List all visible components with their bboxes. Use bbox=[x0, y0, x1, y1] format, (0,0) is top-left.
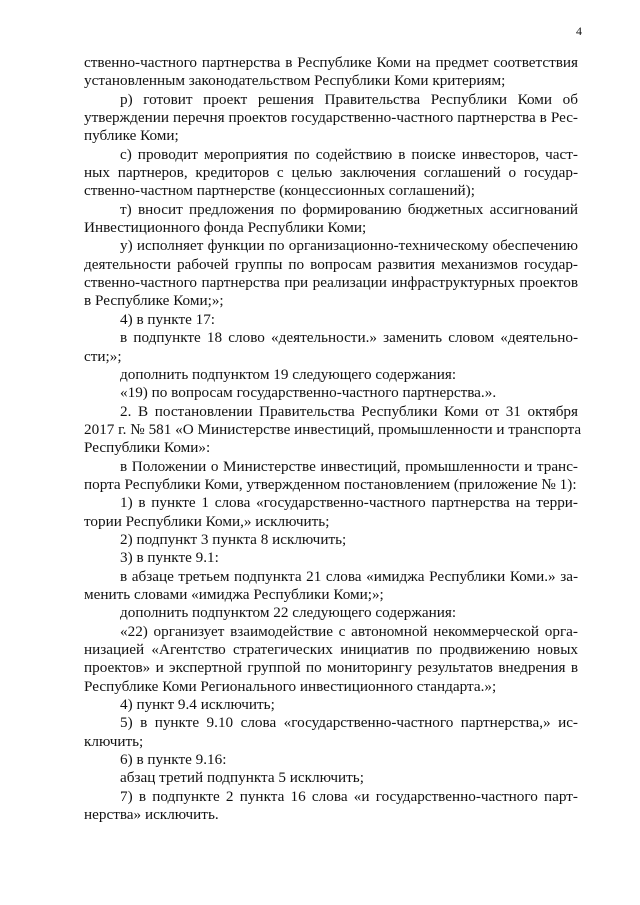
paragraph-p-regulation bbox=[84, 458, 578, 495]
text-line: р) готовит проект решения Правительства Республики Коми об bbox=[120, 90, 578, 108]
paragraph-p-item-4 bbox=[84, 696, 578, 714]
paragraph-p-item-1 bbox=[84, 494, 578, 531]
page-number: 4 bbox=[576, 24, 582, 38]
text-line: Республике Коми Регионального инвестиционного стандарта.»; bbox=[84, 677, 497, 695]
text-line: «19) по вопросам государственно-частного партнерства.». bbox=[120, 384, 497, 402]
text-line: дополнить подпунктом 19 следующего содержания: bbox=[120, 365, 457, 383]
paragraph-p-4 bbox=[84, 311, 578, 329]
text-line: 2) подпункт 3 пункта 8 исключить; bbox=[120, 530, 347, 548]
paragraph-p-third-para bbox=[84, 568, 578, 605]
text-line: порта Республики Коми, утвержденном постановлением (приложение № 1): bbox=[84, 475, 577, 493]
text-line: 3) в пункте 9.1: bbox=[120, 549, 219, 567]
paragraph-p-item-3 bbox=[84, 549, 578, 567]
text-line: с) проводит мероприятия по содействию в поиске инвесторов, част- bbox=[120, 145, 578, 163]
text-line: 7) в подпункте 2 пункта 16 слова «и государственно-частного парт- bbox=[120, 787, 578, 805]
text-line: 5) в пункте 9.10 слова «государственно-частного партнерства,» ис- bbox=[120, 714, 578, 732]
paragraph-p-t bbox=[84, 201, 578, 238]
text-line: 6) в пункте 9.16: bbox=[120, 751, 227, 769]
paragraph-p-22 bbox=[84, 623, 578, 696]
text-line: дополнить подпунктом 22 следующего содержания: bbox=[120, 604, 457, 622]
text-line: тории Республики Коми,» исключить; bbox=[84, 512, 330, 530]
paragraph-p-add-22 bbox=[84, 604, 578, 622]
paragraph-p-continuation bbox=[84, 54, 578, 91]
paragraph-p-item-6 bbox=[84, 751, 578, 769]
paragraph-p-item-5 bbox=[84, 714, 578, 751]
text-line: нерства» исключить. bbox=[84, 806, 219, 824]
text-line: низацией «Агентство стратегических инициатив по продвижению новых bbox=[84, 641, 578, 658]
paragraph-p-r bbox=[84, 91, 578, 146]
paragraph-p-item-2 bbox=[84, 531, 578, 549]
paragraph-p-section-2 bbox=[84, 402, 582, 458]
text-line: ственно-частном партнерстве (концессионных соглашений); bbox=[84, 182, 475, 200]
text-line: ственно-частного партнерства в Республике Коми на предмет соответствия bbox=[84, 54, 578, 71]
text-line: ственно-частного партнерства при реализации инфраструктурных проектов bbox=[84, 274, 578, 292]
text-line: в Республике Коми;»; bbox=[84, 292, 224, 310]
text-line: 4) пункт 9.4 исключить; bbox=[120, 696, 275, 714]
text-line: в подпункте 18 слово «деятельности.» заменить словом «деятельно- bbox=[120, 329, 578, 347]
text-line: т) вносит предложения по формированию бюджетных ассигнований bbox=[120, 200, 578, 218]
text-line: у) исполняет функции по организационно-техническому обеспечению bbox=[120, 237, 578, 255]
paragraph-p-item-7 bbox=[84, 788, 578, 825]
text-line: в абзаце третьем подпункта 21 слова «имиджа Республики Коми.» за- bbox=[120, 567, 578, 585]
text-line: Республики Коми»: bbox=[84, 439, 211, 457]
paragraph-p-19 bbox=[84, 384, 578, 402]
paragraph-p-u bbox=[84, 237, 578, 310]
text-line: Инвестиционного фонда Республики Коми; bbox=[84, 219, 367, 237]
text-line: «22) организует взаимодействие с автономной некоммерческой орга- bbox=[120, 622, 578, 640]
text-line: 2017 г. № 581 «О Министерстве инвестиций, промышленности и транспорта bbox=[84, 420, 582, 438]
text-line: менить словами «имиджа Республики Коми;»; bbox=[84, 585, 384, 603]
text-line: деятельности рабочей группы по вопросам развития механизмов государ- bbox=[84, 255, 578, 273]
paragraph-p-s bbox=[84, 146, 578, 201]
text-line: публике Коми; bbox=[84, 127, 179, 145]
text-line: 2. В постановлении Правительства Республики Коми от 31 октября bbox=[120, 402, 578, 420]
text-line: 4) в пункте 17: bbox=[120, 310, 216, 328]
paragraph-p-add-19 bbox=[84, 366, 578, 384]
text-line: ных партнеров, кредиторов с целью заключения соглашений о государ- bbox=[84, 164, 578, 182]
text-line: утверждении перечня проектов государственно-частного партнерства в Рес- bbox=[84, 109, 578, 127]
text-line: установленным законодательством Республики Коми критериям; bbox=[84, 72, 506, 90]
text-line: ключить; bbox=[84, 732, 144, 750]
text-line: проектов» и экспертной группой по мониторингу результатов внедрения в bbox=[84, 659, 578, 677]
text-line: 1) в пункте 1 слова «государственно-частного партнерства на терри- bbox=[120, 494, 578, 512]
document-body bbox=[84, 54, 582, 824]
text-line: абзац третий подпункта 5 исключить; bbox=[120, 769, 364, 787]
paragraph-p-third-subpoint-5 bbox=[84, 769, 578, 787]
text-line: сти;»; bbox=[84, 347, 122, 365]
text-line: в Положении о Министерстве инвестиций, промышленности и транс- bbox=[120, 457, 578, 475]
paragraph-p-subpoint-18 bbox=[84, 329, 578, 366]
